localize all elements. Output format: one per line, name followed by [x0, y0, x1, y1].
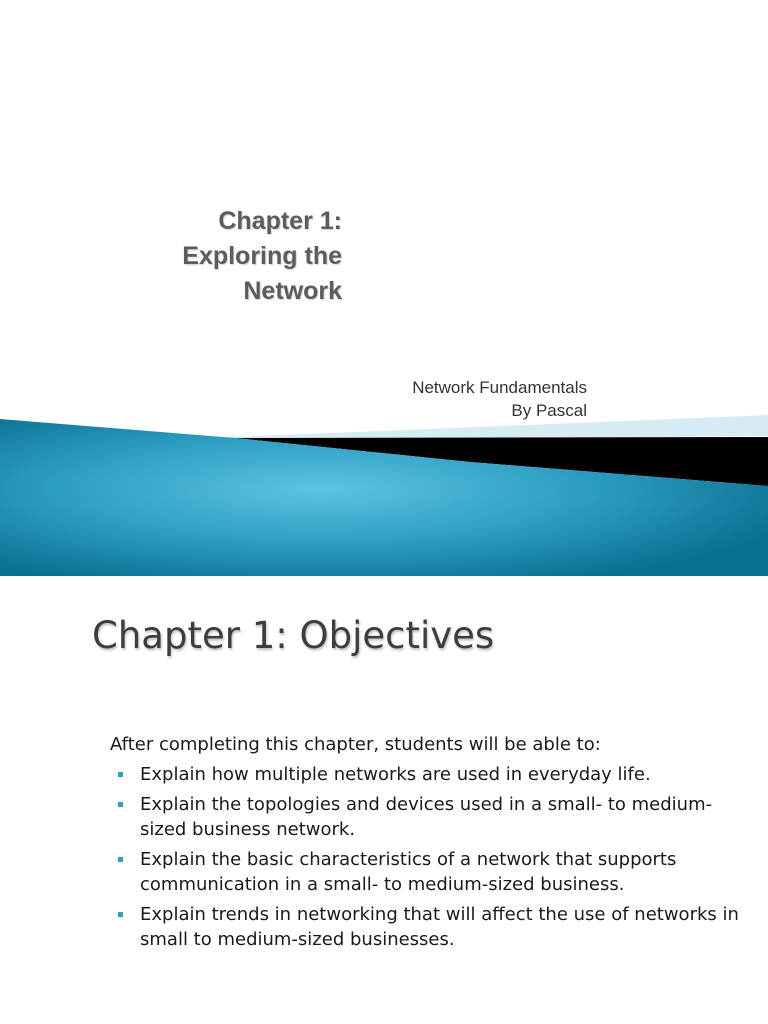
- objectives-list: [118, 762, 758, 957]
- slide-title: Chapter 1: Objectives: [92, 614, 495, 657]
- list-item: [118, 902, 758, 952]
- list-item-text: Explain trends in networking that will affect the use of networks in small to medium-sized businesses.: [140, 904, 739, 950]
- bullet-square-icon: [118, 772, 123, 777]
- list-item-text: Explain the basic characteristics of a network that supports communication in a small- to medium-sized business.: [140, 849, 677, 895]
- light-ribbon: [210, 415, 768, 440]
- bullet-square-icon: [118, 857, 123, 862]
- title-line: Exploring the: [182, 242, 342, 270]
- list-item: [118, 762, 758, 787]
- title-line: Chapter 1:: [218, 207, 342, 235]
- list-item-text: Explain how multiple networks are used in everyday life.: [140, 764, 651, 785]
- list-item-text: Explain the topologies and devices used in a small- to medium-sized business network.: [140, 794, 713, 840]
- intro-text: After completing this chapter, students will be able to:: [110, 734, 601, 755]
- list-item: [118, 847, 758, 897]
- bullet-square-icon: [118, 912, 123, 917]
- subtitle-line: Network Fundamentals: [412, 378, 587, 397]
- slide-title: [182, 204, 342, 309]
- list-item: [118, 792, 758, 842]
- wave-graphic: [0, 410, 768, 576]
- bullet-square-icon: [118, 802, 123, 807]
- title-line: Network: [243, 277, 342, 305]
- subtitle-line: By Pascal: [511, 401, 587, 420]
- objectives-slide: [0, 576, 768, 1024]
